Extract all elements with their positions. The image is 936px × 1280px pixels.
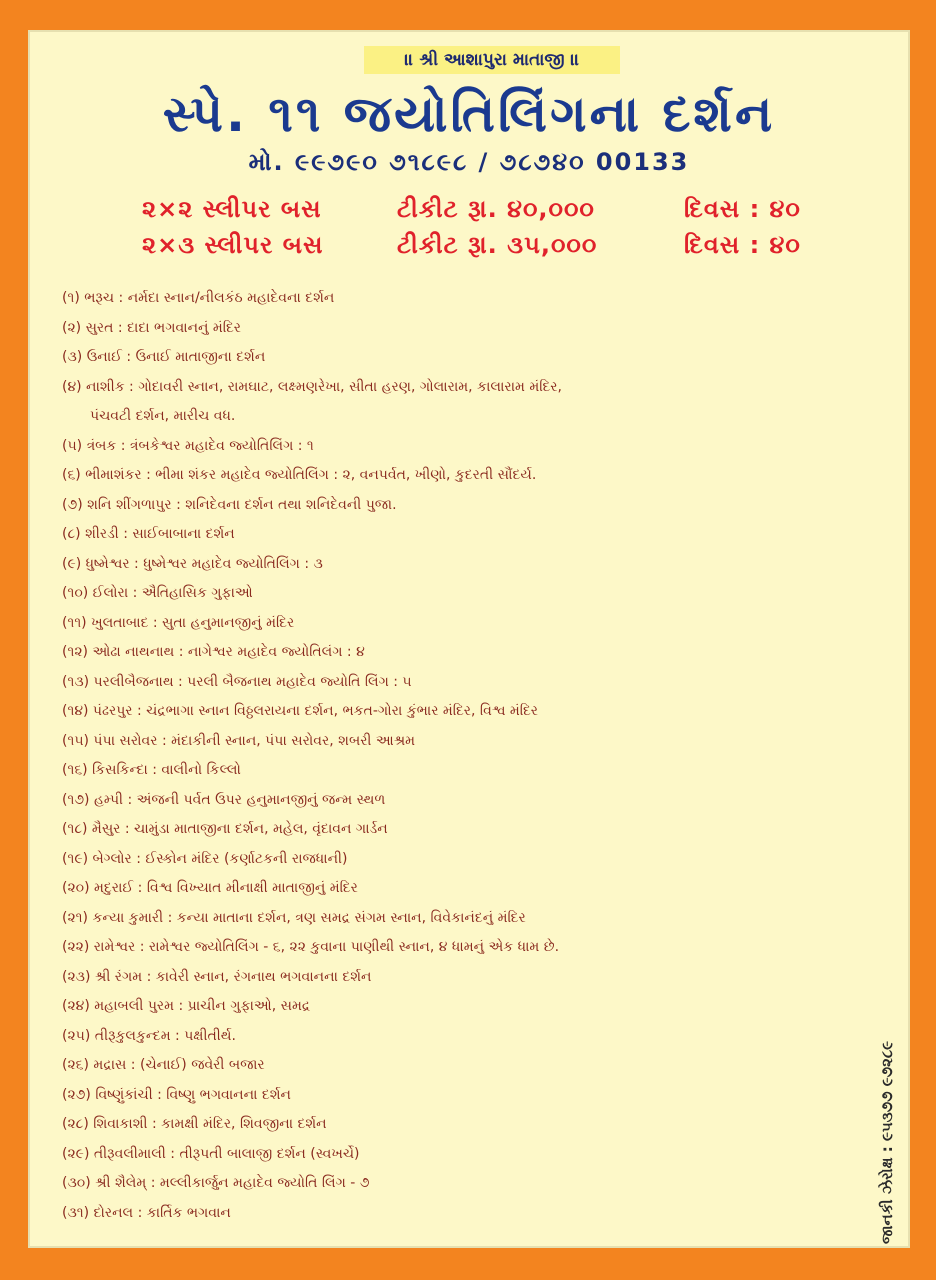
list-item: (૧૮) મૈસુર : ચામુંડા માતાજીના દર્શન, મહેલ, વૃંદાવન ગાર્ડન [62, 821, 388, 837]
bus-type: ૨×૨ સ્લીપર બસ [142, 195, 322, 223]
list-item: (૨૦) મદુરાઈ : વિશ્વ વિખ્યાત મીનાક્ષી માતાજીનું મંદિર [62, 880, 358, 896]
list-item: (૨૯) તીરૂવલીમાલી : તીરૂપતી બાલાજી દર્શન (સ્વખર્ચે) [62, 1145, 360, 1162]
printer-credit: જાનકી ઝેરોક્ષ : ૯૫૩૭૭ ૯૭૨૮૯ [878, 1040, 896, 1244]
list-item: (૧૭) હમ્પી : અંજની પર્વત ઉપર હનુમાનજીનું જન્મ સ્થળ [62, 791, 386, 808]
list-item: (૨૨) રામેશ્વર : રામેશ્વર જ્યોતિલિંગ - ૬, ૨૨ કુવાના પાણીથી સ્નાન, ૪ ધામનું એક ધામ છે. [62, 939, 560, 955]
bus-option-row [142, 192, 842, 226]
list-item: (૯) ધુષ્મેશ્વર : ધુષ્મેશ્વર મહાદેવ જ્યોતિલિંગ : ૩ [62, 555, 323, 572]
list-item: (૨૬) મદ્રાસ : (ચેનાઈ) જવેરી બજાર [62, 1057, 265, 1073]
list-item: (૧) ભરૂચ : નર્મદા સ્નાન/નીલકંઠ મહાદેવના દર્શન [62, 290, 335, 306]
list-item: (૧૫) પંપા સરોવર : મંદાકીની સ્નાન, પંપા સરોવર, શબરી આશ્રમ [62, 732, 415, 749]
list-item: (૪) નાશીક : ગોદાવરી સ્નાન, રામઘાટ, લક્ષ્મણરેખા, સીતા હરણ, ગોલારામ, કાલારામ મંદિર, [62, 378, 562, 395]
list-item: (૧૩) પરલીબૈજનાથ : પરલી બૈજનાથ મહાદેવ જ્યોતિ લિંગ : ૫ [62, 673, 412, 690]
list-item: (૨૩) શ્રી રંગમ : કાવેરી સ્નાન, રંગનાથ ભગવાનના દર્શન [62, 968, 372, 985]
list-item: (૧૨) ઓઢા નાથનાથ : નાગેશ્વર મહાદેવ જ્યોતિલંગ : ૪ [62, 644, 365, 660]
bus-days: દિવસ : ૪૦ [684, 231, 801, 259]
list-item: (૩૦) શ્રી શૈલેમ્ : મલ્લીકાર્જુન મહાદેવ જ્યોતિ લિંગ - ૭ [62, 1175, 370, 1191]
list-item: (૧૪) પંઢરપુર : ચંદ્રભાગા સ્નાન વિઠ્ઠલરાયના દર્શન, ભકત-ગોરા કુંભાર મંદિર, વિશ્વ મંદિર [62, 703, 539, 719]
poster-card [28, 30, 910, 1248]
list-item: (૮) શીરડી : સાઈબાબાના દર્શન [62, 526, 235, 542]
list-item: (૧૬) કિસકિન્દા : વાલીનો કિલ્લો [62, 762, 241, 778]
bus-type: ૨×૩ સ્લીપર બસ [142, 231, 324, 259]
list-item: (૧૦) ઈલોરા : ઐતિહાસિક ગુફાઓ [62, 585, 253, 601]
list-item-continuation: પંચવટી દર્શન, મારીચ વધ. [90, 408, 236, 424]
list-item: (૨૫) તીરૂકુલકુન્દમ : પક્ષીતીર્થ. [62, 1027, 236, 1044]
list-item: (૨) સુરત : દાદા ભગવાનનું મંદિર [62, 319, 242, 336]
phone-number: મો. ૯૯૭૯૦ ૭૧૮૯૮ / ૭૮૭૪૦ 00133 [248, 148, 690, 176]
list-item: (૫) ત્રંબક : ત્રંબકેશ્વર મહાદેવ જ્યોતિલિંગ : ૧ [62, 437, 314, 454]
page-title: સ્પે. ૧૧ જયોતિલિંગના દર્શન [162, 85, 776, 143]
list-item: (૨૭) વિષ્ણુંકાંચી : વિષ્ણુ ભગવાનના દર્શન [62, 1086, 291, 1103]
bus-ticket-price: ટીકીટ રૂા. ૩૫,૦૦૦ [397, 231, 598, 259]
bus-days: દિવસ : ૪૦ [684, 195, 801, 223]
bus-option-row [142, 228, 842, 262]
list-item: (૨૪) મહાબલી પુરમ : પ્રાચીન ગુફાઓ, સમદ્ર [62, 998, 311, 1014]
list-item: (૭) શનિ શીંગળાપુર : શનિદેવના દર્શન તથા શનિદેવની પુજા. [62, 496, 397, 513]
list-item: (૧૯) બેગ્લોર : ઈસ્કોન મંદિર (કર્ણાટકની રાજધાની) [62, 850, 348, 867]
list-item: (૧૧) ખુલતાબાદ : સુતા હનુમાનજીનું મંદિર [62, 614, 295, 631]
list-item: (૩૧) દોરનલ : કાર્તિક ભગવાન [62, 1204, 231, 1221]
invocation-banner: ॥ શ્રી આશાપુરા માતાજી ॥ [364, 46, 620, 74]
list-item: (૩) ઉનાઈ : ઉનાઈ માતાજીના દર્શન [62, 349, 266, 365]
itinerary-list [62, 284, 882, 1228]
list-item: (૨૮) શિવાકાશી : કામક્ષી મંદિર, શિવજીના દર્શન [62, 1116, 327, 1132]
list-item: (૨૧) કન્યા કુમારી : કન્યા માતાના દર્શન, ત્રણ સમદ્ર સંગમ સ્નાન, વિવેકાનંદનું મંદિર [62, 909, 526, 926]
bus-ticket-price: ટીકીટ રૂા. ૪૦,૦૦૦ [397, 195, 595, 223]
list-item: (૬) ભીમાશંકર : ભીમા શંકર મહાદેવ જ્યોતિલિંગ : ૨, વનપર્વત, ખીણો, કુદરતી સૌંદર્ય. [62, 467, 537, 483]
